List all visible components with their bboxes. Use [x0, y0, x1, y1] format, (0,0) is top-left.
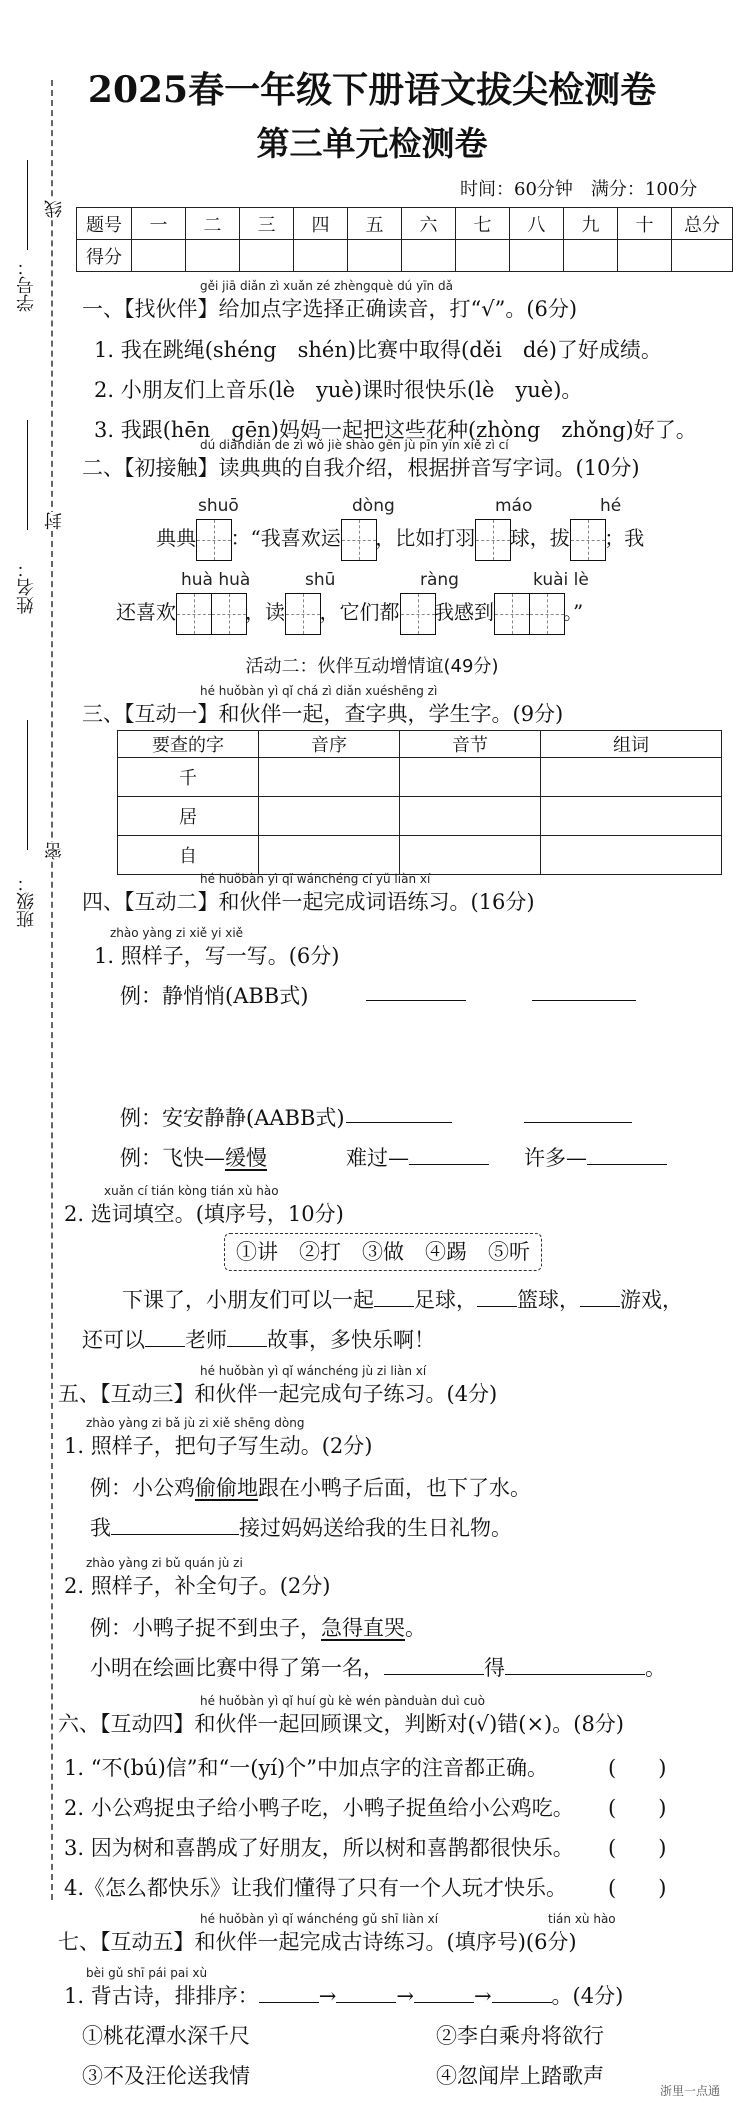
- binding-dashed-line: [51, 80, 53, 1900]
- s4-ex2: 例：安安静静(AABB式): [120, 1106, 345, 1130]
- s5-title: 五、【互动三】和伙伴一起完成句子练习。(4分): [58, 1382, 498, 1406]
- tianzige-box[interactable]: [494, 593, 530, 635]
- para-text: 下课了，小朋友们可以一起: [122, 1288, 374, 1312]
- s3-title: 三、【互动一】和伙伴一起，查字典，学生字。(9分): [82, 702, 564, 726]
- judge-paren[interactable]: ( ): [608, 1836, 667, 1860]
- answer-blank[interactable]: [366, 1000, 466, 1001]
- s6-item-2: 2. 小公鸡捉虫子给小鸭子吃，小鸭子捉鱼给小公鸡吃。: [64, 1796, 574, 1820]
- answer-cell[interactable]: [259, 797, 400, 836]
- score-table: [76, 207, 733, 272]
- para-text: 故事，多快乐啊！: [267, 1328, 435, 1352]
- s4-ex1: 例：静悄悄(ABB式): [120, 984, 309, 1008]
- ex-text: 例：小鸭子捉不到虫子，: [90, 1616, 321, 1640]
- s2-l1-text: ：“我喜欢运: [230, 526, 341, 550]
- answer-blank[interactable]: [532, 1000, 636, 1001]
- watermark: 浙里一点通: [660, 2084, 721, 2098]
- s6-pinyin: hé huǒbàn yì qǐ huí gù kè wén pànduàn duì cuò: [200, 1694, 485, 1708]
- answer-blank[interactable]: [409, 1144, 489, 1165]
- tianzige-box[interactable]: [570, 519, 606, 561]
- answer-blank[interactable]: [477, 1286, 517, 1307]
- score-label: 满分：100分: [590, 179, 698, 200]
- tianzige-box[interactable]: [341, 519, 377, 561]
- s1-item-2: 2. 小朋友们上音乐(lè yuè)课时很快乐(lè yuè)。: [94, 378, 583, 402]
- ex3-prefix: 例：飞快—: [120, 1146, 225, 1170]
- char-table-header: 音节: [400, 731, 541, 758]
- answer-blank[interactable]: [336, 1982, 396, 2003]
- score-header-cell: 四: [294, 208, 348, 240]
- score-cell[interactable]: [456, 240, 510, 272]
- s2-l2-text: ，读: [245, 600, 285, 624]
- poem-option-1: ①桃花潭水深千尺: [82, 2024, 250, 2048]
- s5-q1-pinyin: zhào yàng zi bǎ jù zi xiě shēng dòng: [86, 1416, 305, 1430]
- score-header-cell: 六: [402, 208, 456, 240]
- judge-paren[interactable]: ( ): [608, 1756, 667, 1780]
- para-text: 老师: [185, 1328, 227, 1352]
- fill-text: 。: [645, 1656, 666, 1680]
- answer-cell[interactable]: [541, 836, 722, 875]
- s6-item-3: 3. 因为树和喜鹊成了好朋友，所以树和喜鹊都很快乐。: [64, 1836, 574, 1860]
- char-table-header: 要查的字: [118, 731, 259, 758]
- s2-py-huahua: huà huà: [181, 570, 251, 590]
- exam-meta: [460, 175, 697, 201]
- ex-text: 跟在小鸭子后面，也下了水。: [258, 1476, 531, 1500]
- tianzige-box[interactable]: [475, 519, 511, 561]
- xingming-line: [27, 420, 28, 530]
- s7-pinyin-2: tián xù hào: [548, 1912, 616, 1926]
- score-header-cell: 五: [348, 208, 402, 240]
- score-header-cell: 题号: [77, 208, 132, 240]
- tianzige-box[interactable]: [196, 519, 232, 561]
- fill-text: 我: [90, 1516, 111, 1540]
- answer-blank[interactable]: [374, 1286, 414, 1307]
- xian-label: 线: [42, 200, 68, 218]
- page-subtitle: 第三单元检测卷: [256, 124, 488, 163]
- xuehao-line: [27, 160, 28, 250]
- score-cell[interactable]: [186, 240, 240, 272]
- ex-highlight: 偷偷地: [195, 1476, 258, 1500]
- char-cell: 居: [118, 797, 259, 836]
- xuduo-label: 许多—: [524, 1146, 587, 1170]
- answer-blank[interactable]: [505, 1654, 645, 1675]
- time-label: 时间：60分钟: [460, 179, 573, 200]
- s7-pinyin: hé huǒbàn yì qǐ wánchéng gǔ shī liàn xí: [200, 1912, 439, 1926]
- feng-label: 封: [42, 512, 68, 530]
- score-header-cell: 二: [186, 208, 240, 240]
- answer-cell[interactable]: [400, 797, 541, 836]
- para-text: 足球，: [414, 1288, 477, 1312]
- answer-blank[interactable]: [587, 1144, 667, 1165]
- answer-blank[interactable]: [227, 1326, 267, 1347]
- char-table-header: 组词: [541, 731, 722, 758]
- score-cell[interactable]: [564, 240, 618, 272]
- s6-item-4: 4.《怎么都快乐》让我们懂得了只有一个人玩才快乐。: [64, 1876, 568, 1900]
- s2-py-kuaile: kuài lè: [533, 570, 589, 590]
- answer-blank[interactable]: [259, 1982, 319, 2003]
- score-cell[interactable]: [672, 240, 733, 272]
- answer-cell[interactable]: [541, 797, 722, 836]
- q-text: 。(4分): [551, 1984, 624, 2008]
- s2-title: 二、【初接触】读典典的自我介绍，根据拼音写字词。(10分): [82, 456, 640, 480]
- s4-ex3: [120, 1142, 267, 1172]
- char-cell: 千: [118, 758, 259, 797]
- answer-cell[interactable]: [400, 758, 541, 797]
- s2-l2-text: 我感到: [434, 600, 494, 624]
- banji-line: [27, 720, 28, 850]
- char-table-header: 音序: [259, 731, 400, 758]
- s5-ex2: [90, 1612, 426, 1642]
- score-header-cell: 一: [132, 208, 186, 240]
- s2-py-rang: ràng: [420, 570, 459, 590]
- score-row-label: 得分: [77, 240, 132, 272]
- s7-q1: 1. 背古诗，排排序： → → → 。(4分): [64, 1984, 624, 2008]
- score-header-cell: 七: [456, 208, 510, 240]
- score-cell[interactable]: [402, 240, 456, 272]
- score-cell[interactable]: [294, 240, 348, 272]
- s1-pinyin: gěi jiā diǎn zì xuǎn zé zhèngquè dú yīn dǎ: [200, 279, 453, 293]
- poem-option-4: ④忽闻岸上踏歌声: [436, 2064, 604, 2088]
- para-text: 还可以: [82, 1328, 145, 1352]
- s4-ex3-nanguo: [346, 1142, 489, 1172]
- tianzige-box[interactable]: [529, 593, 565, 635]
- s5-q2: 2. 照样子，补全句子。(2分): [64, 1574, 331, 1598]
- s2-py-he: hé: [600, 496, 622, 516]
- score-header-cell: 八: [510, 208, 564, 240]
- banji-label: 班级：: [14, 874, 40, 928]
- s4-para-1: [122, 1284, 683, 1314]
- s1-title: 一、【找伙伴】给加点字选择正确读音，打“√”。(6分): [82, 297, 578, 321]
- s4-q1: 1. 照样子，写一写。(6分): [94, 944, 340, 968]
- answer-blank[interactable]: [145, 1326, 185, 1347]
- ex-text: 。: [405, 1616, 426, 1640]
- answer-cell[interactable]: [259, 758, 400, 797]
- tianzige-box[interactable]: [285, 593, 321, 635]
- answer-blank[interactable]: [384, 1654, 484, 1675]
- q-text: 1. 背古诗，排排序：: [64, 1984, 259, 2008]
- s4-title: 四、【互动二】和伙伴一起完成词语练习。(16分): [82, 890, 535, 914]
- s5-fill2: [90, 1652, 666, 1682]
- answer-blank[interactable]: [524, 1122, 632, 1123]
- answer-cell[interactable]: [541, 758, 722, 797]
- tianzige-box[interactable]: [211, 593, 247, 635]
- s4-para-2: [82, 1324, 435, 1354]
- score-cell[interactable]: [240, 240, 294, 272]
- answer-blank[interactable]: [492, 1982, 552, 2003]
- s5-pinyin: hé huǒbàn yì qǐ wánchéng jù zi liàn xí: [200, 1364, 427, 1378]
- s1-item-1: 1. 我在跳绳(shéng shén)比赛中取得(děi dé)了好成绩。: [94, 338, 662, 362]
- ex3-answer: 缓慢: [225, 1146, 267, 1170]
- tianzige-box[interactable]: [176, 593, 212, 635]
- s2-py-shuo: shuō: [198, 496, 239, 516]
- poem-option-2: ②李白乘舟将欲行: [436, 2024, 604, 2048]
- answer-blank[interactable]: [111, 1514, 239, 1535]
- answer-cell[interactable]: [400, 836, 541, 875]
- s4-ex3-xuduo: [524, 1142, 667, 1172]
- s7-title: 七、【互动五】和伙伴一起完成古诗练习。(填序号)(6分): [58, 1930, 577, 1954]
- s4-q1-pinyin: zhào yàng zi xiě yi xiě: [110, 926, 244, 940]
- tianzige-box[interactable]: [400, 593, 436, 635]
- s4-q2-pinyin: xuǎn cí tián kòng tián xù hào: [104, 1184, 279, 1198]
- fill-text: 得: [484, 1656, 505, 1680]
- s2-py-shu: shū: [305, 570, 336, 590]
- s5-fill1: [90, 1512, 512, 1542]
- page-title: 2025春一年级下册语文拔尖检测卷: [87, 69, 657, 111]
- xingming-label: 姓名：: [14, 560, 40, 614]
- s2-l1-text: ，比如打羽: [375, 526, 476, 550]
- s1-item-3: 3. 我跟(hēn gēn)妈妈一起把这些花种(zhòng zhǒng)好了。: [94, 418, 697, 442]
- answer-blank[interactable]: [346, 1122, 452, 1123]
- s2-l1-text: 球，拔: [509, 526, 570, 550]
- s2-py-dong: dòng: [352, 496, 395, 516]
- s5-q2-pinyin: zhào yàng zi bǔ quán jù zi: [86, 1556, 243, 1570]
- poem-option-3: ③不及汪伦送我情: [82, 2064, 250, 2088]
- word-options-box: ①讲 ②打 ③做 ④踢 ⑤听: [224, 1233, 542, 1271]
- fill-text: 接过妈妈送给我的生日礼物。: [239, 1516, 512, 1540]
- s2-l2-text: 。”: [563, 600, 584, 624]
- s2-line-1: [156, 516, 644, 561]
- activity2-heading: 活动二：伙伴互动增情谊(49分): [245, 656, 499, 677]
- s4-pinyin: hé huǒbàn yì qǐ wánchéng cí yǔ liàn xí: [200, 872, 431, 886]
- s3-pinyin: hé huǒbàn yì qǐ chá zì diǎn xuéshēng zì: [200, 684, 438, 698]
- s2-l1-text: ；我: [604, 526, 645, 550]
- answer-cell[interactable]: [259, 836, 400, 875]
- char-cell: 自: [118, 836, 259, 875]
- s6-title: 六、【互动四】和伙伴一起回顾课文，判断对(√)错(×)。(8分): [58, 1712, 624, 1736]
- score-header-cell: 三: [240, 208, 294, 240]
- score-cell[interactable]: [618, 240, 672, 272]
- mi-label: 密: [42, 842, 68, 860]
- score-header-cell: 十: [618, 208, 672, 240]
- s5-ex1: [90, 1472, 531, 1502]
- s4-q2: 2. 选词填空。(填序号，10分): [64, 1202, 344, 1226]
- s5-q1: 1. 照样子，把句子写生动。(2分): [64, 1434, 373, 1458]
- score-cell[interactable]: [132, 240, 186, 272]
- s7-q1-pinyin: bèi gǔ shī pái pai xù: [86, 1966, 208, 1980]
- para-text: 篮球，: [517, 1288, 580, 1312]
- s2-l2-text: 还喜欢: [116, 600, 176, 624]
- s6-item-1: 1. “不(bú)信”和“一(yí)个”中加点字的注音都正确。: [64, 1756, 548, 1780]
- fill-text: 小明在绘画比赛中得了第一名，: [90, 1656, 384, 1680]
- s2-l2-text: ，它们都: [319, 600, 400, 624]
- judge-paren[interactable]: ( ): [608, 1796, 667, 1820]
- s2-pinyin: dú diǎndiǎn de zì wǒ jiè shào gēn jù pīn yīn xiě zì cí: [200, 438, 509, 452]
- para-text: 游戏，: [620, 1288, 683, 1312]
- nanguo-label: 难过—: [346, 1146, 409, 1170]
- score-cell[interactable]: [348, 240, 402, 272]
- ex-text: 例：小公鸡: [90, 1476, 195, 1500]
- score-header-cell: 总分: [672, 208, 733, 240]
- s2-py-mao: máo: [495, 496, 533, 516]
- answer-blank[interactable]: [580, 1286, 620, 1307]
- score-header-cell: 九: [564, 208, 618, 240]
- answer-blank[interactable]: [414, 1982, 474, 2003]
- score-cell[interactable]: [510, 240, 564, 272]
- s2-line-2: [116, 590, 583, 635]
- char-lookup-table: [117, 730, 722, 875]
- s2-l1-text: 典典: [156, 526, 196, 550]
- judge-paren[interactable]: ( ): [608, 1876, 667, 1900]
- ex-highlight: 急得直哭: [321, 1616, 405, 1640]
- xuehao-label: 学号：: [14, 258, 40, 312]
